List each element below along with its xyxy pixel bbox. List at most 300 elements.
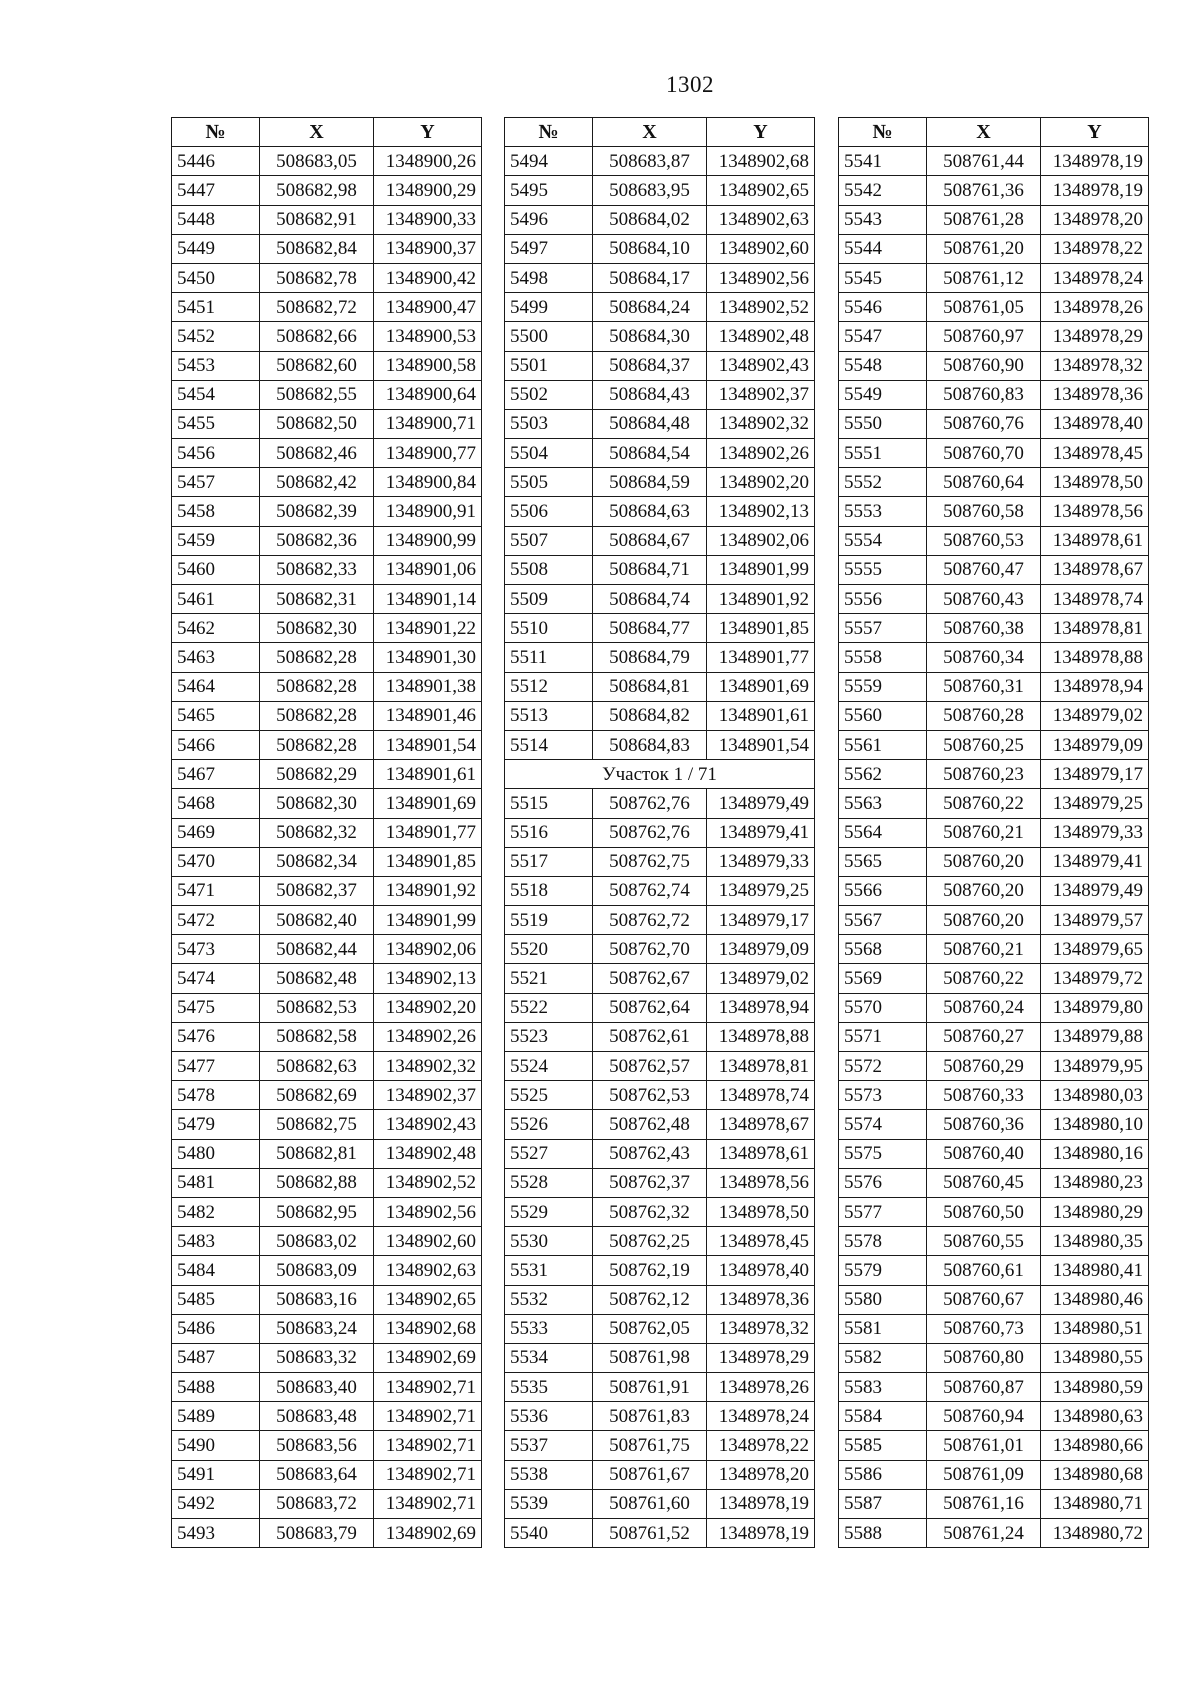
table-row [172,789,482,818]
table-row [505,147,815,176]
point-number-cell: 5572 [839,1052,927,1081]
y-coordinate-cell: 1348902,20 [707,468,815,497]
x-coordinate-cell: 508682,72 [260,293,374,322]
point-number-cell: 5567 [839,906,927,935]
point-number-cell: 5559 [839,672,927,701]
y-coordinate-cell: 1348900,33 [374,205,482,234]
table-row [505,205,815,234]
point-number-cell: 5457 [172,468,260,497]
table-header [505,118,815,147]
point-number-cell: 5449 [172,234,260,263]
y-coordinate-cell: 1348980,72 [1041,1519,1149,1548]
column-header-x: X [927,118,1041,147]
point-number-cell: 5557 [839,614,927,643]
y-coordinate-cell: 1348900,47 [374,293,482,322]
y-coordinate-cell: 1348901,77 [707,643,815,672]
x-coordinate-cell: 508761,83 [593,1402,707,1431]
column-header-y: Y [1041,118,1149,147]
table-row [172,585,482,614]
x-coordinate-cell: 508760,21 [927,818,1041,847]
x-coordinate-cell: 508760,45 [927,1168,1041,1197]
table-row [172,1343,482,1372]
y-coordinate-cell: 1348980,71 [1041,1489,1149,1518]
y-coordinate-cell: 1348979,49 [707,789,815,818]
point-number-cell: 5531 [505,1256,593,1285]
x-coordinate-cell: 508762,25 [593,1227,707,1256]
point-number-cell: 5542 [839,176,927,205]
y-coordinate-cell: 1348900,53 [374,322,482,351]
y-coordinate-cell: 1348901,30 [374,643,482,672]
y-coordinate-cell: 1348978,61 [707,1139,815,1168]
y-coordinate-cell: 1348900,71 [374,409,482,438]
table-row [172,818,482,847]
y-coordinate-cell: 1348902,71 [374,1373,482,1402]
point-number-cell: 5544 [839,234,927,263]
x-coordinate-cell: 508761,75 [593,1431,707,1460]
point-number-cell: 5509 [505,585,593,614]
x-coordinate-cell: 508760,29 [927,1052,1041,1081]
y-coordinate-cell: 1348902,69 [374,1343,482,1372]
table-row [505,1343,815,1372]
x-coordinate-cell: 508760,23 [927,760,1041,789]
table-row [505,351,815,380]
table-row [172,1285,482,1314]
point-number-cell: 5569 [839,964,927,993]
point-number-cell: 5563 [839,789,927,818]
y-coordinate-cell: 1348901,85 [707,614,815,643]
table-row [839,1373,1149,1402]
table-row [172,906,482,935]
table-row [505,1227,815,1256]
y-coordinate-cell: 1348900,84 [374,468,482,497]
y-coordinate-cell: 1348902,69 [374,1519,482,1548]
point-number-cell: 5521 [505,964,593,993]
table-row [839,1489,1149,1518]
point-number-cell: 5548 [839,351,927,380]
point-number-cell: 5514 [505,730,593,759]
table-row [839,818,1149,847]
y-coordinate-cell: 1348900,99 [374,526,482,555]
y-coordinate-cell: 1348901,69 [707,672,815,701]
table-row [839,409,1149,438]
table-row [172,964,482,993]
x-coordinate-cell: 508682,46 [260,439,374,468]
point-number-cell: 5570 [839,993,927,1022]
table-row [172,439,482,468]
point-number-cell: 5448 [172,205,260,234]
table-row [172,643,482,672]
table-row [172,322,482,351]
point-number-cell: 5488 [172,1373,260,1402]
x-coordinate-cell: 508684,59 [593,468,707,497]
x-coordinate-cell: 508760,36 [927,1110,1041,1139]
table-row [839,1110,1149,1139]
x-coordinate-cell: 508682,66 [260,322,374,351]
table-row [839,380,1149,409]
x-coordinate-cell: 508683,95 [593,176,707,205]
table-row [505,585,815,614]
x-coordinate-cell: 508682,28 [260,643,374,672]
y-coordinate-cell: 1348902,71 [374,1402,482,1431]
x-coordinate-cell: 508762,37 [593,1168,707,1197]
point-number-cell: 5494 [505,147,593,176]
point-number-cell: 5580 [839,1285,927,1314]
table-row [839,614,1149,643]
x-coordinate-cell: 508761,24 [927,1519,1041,1548]
point-number-cell: 5495 [505,176,593,205]
x-coordinate-cell: 508761,60 [593,1489,707,1518]
table-row [505,293,815,322]
y-coordinate-cell: 1348978,81 [1041,614,1149,643]
y-coordinate-cell: 1348978,45 [1041,439,1149,468]
x-coordinate-cell: 508682,58 [260,1022,374,1051]
y-coordinate-cell: 1348902,26 [374,1022,482,1051]
table-row [505,1168,815,1197]
x-coordinate-cell: 508682,63 [260,1052,374,1081]
y-coordinate-cell: 1348980,16 [1041,1139,1149,1168]
point-number-cell: 5515 [505,789,593,818]
y-coordinate-cell: 1348900,42 [374,263,482,292]
point-number-cell: 5499 [505,293,593,322]
x-coordinate-cell: 508762,12 [593,1285,707,1314]
point-number-cell: 5456 [172,439,260,468]
y-coordinate-cell: 1348902,56 [374,1197,482,1226]
point-number-cell: 5470 [172,847,260,876]
point-number-cell: 5476 [172,1022,260,1051]
x-coordinate-cell: 508682,81 [260,1139,374,1168]
y-coordinate-cell: 1348901,61 [707,701,815,730]
point-number-cell: 5581 [839,1314,927,1343]
point-number-cell: 5587 [839,1489,927,1518]
x-coordinate-cell: 508684,54 [593,439,707,468]
table-body [839,147,1149,1548]
x-coordinate-cell: 508682,98 [260,176,374,205]
table-row [505,1373,815,1402]
point-number-cell: 5491 [172,1460,260,1489]
point-number-cell: 5480 [172,1139,260,1168]
x-coordinate-cell: 508761,09 [927,1460,1041,1489]
point-number-cell: 5582 [839,1343,927,1372]
y-coordinate-cell: 1348901,06 [374,555,482,584]
table-row [839,1343,1149,1372]
y-coordinate-cell: 1348978,20 [707,1460,815,1489]
point-number-cell: 5455 [172,409,260,438]
table-row [505,1110,815,1139]
point-number-cell: 5550 [839,409,927,438]
table-row [839,1460,1149,1489]
x-coordinate-cell: 508683,87 [593,147,707,176]
table-row [839,1256,1149,1285]
table-row [505,497,815,526]
table-row [172,1110,482,1139]
point-number-cell: 5516 [505,818,593,847]
table-row [172,935,482,964]
point-number-cell: 5536 [505,1402,593,1431]
x-coordinate-cell: 508683,48 [260,1402,374,1431]
y-coordinate-cell: 1348980,51 [1041,1314,1149,1343]
x-coordinate-cell: 508762,64 [593,993,707,1022]
y-coordinate-cell: 1348902,65 [707,176,815,205]
table-row [172,1081,482,1110]
point-number-cell: 5533 [505,1314,593,1343]
point-number-cell: 5529 [505,1197,593,1226]
y-coordinate-cell: 1348902,65 [374,1285,482,1314]
point-number-cell: 5466 [172,730,260,759]
y-coordinate-cell: 1348980,55 [1041,1343,1149,1372]
point-number-cell: 5562 [839,760,927,789]
point-number-cell: 5556 [839,585,927,614]
table-row [839,1431,1149,1460]
table-row [172,1256,482,1285]
x-coordinate-cell: 508761,28 [927,205,1041,234]
y-coordinate-cell: 1348978,50 [1041,468,1149,497]
x-coordinate-cell: 508682,55 [260,380,374,409]
x-coordinate-cell: 508761,01 [927,1431,1041,1460]
point-number-cell: 5471 [172,876,260,905]
table-row [839,1022,1149,1051]
table-row [505,730,815,759]
point-number-cell: 5462 [172,614,260,643]
x-coordinate-cell: 508762,72 [593,906,707,935]
x-coordinate-cell: 508683,05 [260,147,374,176]
table-row [839,322,1149,351]
point-number-cell: 5575 [839,1139,927,1168]
point-number-cell: 5555 [839,555,927,584]
table-row [172,263,482,292]
y-coordinate-cell: 1348978,67 [1041,555,1149,584]
point-number-cell: 5517 [505,847,593,876]
x-coordinate-cell: 508762,19 [593,1256,707,1285]
table-row [172,1431,482,1460]
point-number-cell: 5586 [839,1460,927,1489]
coordinates-table-2 [504,117,815,1548]
point-number-cell: 5539 [505,1489,593,1518]
x-coordinate-cell: 508684,67 [593,526,707,555]
y-coordinate-cell: 1348980,63 [1041,1402,1149,1431]
y-coordinate-cell: 1348978,94 [707,993,815,1022]
y-coordinate-cell: 1348902,56 [707,263,815,292]
x-coordinate-cell: 508760,33 [927,1081,1041,1110]
point-number-cell: 5506 [505,497,593,526]
table-row [839,555,1149,584]
x-coordinate-cell: 508683,09 [260,1256,374,1285]
table-row [172,526,482,555]
table-row [172,293,482,322]
point-number-cell: 5512 [505,672,593,701]
y-coordinate-cell: 1348978,32 [707,1314,815,1343]
table-row [172,993,482,1022]
table-row [505,1285,815,1314]
point-number-cell: 5463 [172,643,260,672]
y-coordinate-cell: 1348978,29 [1041,322,1149,351]
table-row [505,1460,815,1489]
table-row [172,234,482,263]
y-coordinate-cell: 1348979,17 [1041,760,1149,789]
x-coordinate-cell: 508683,24 [260,1314,374,1343]
table-row [839,847,1149,876]
table-row [839,293,1149,322]
point-number-cell: 5467 [172,760,260,789]
x-coordinate-cell: 508682,75 [260,1110,374,1139]
table-row [505,526,815,555]
x-coordinate-cell: 508761,16 [927,1489,1041,1518]
y-coordinate-cell: 1348979,25 [707,876,815,905]
x-coordinate-cell: 508683,79 [260,1519,374,1548]
y-coordinate-cell: 1348978,36 [1041,380,1149,409]
point-number-cell: 5540 [505,1519,593,1548]
point-number-cell: 5576 [839,1168,927,1197]
y-coordinate-cell: 1348902,06 [707,526,815,555]
x-coordinate-cell: 508682,29 [260,760,374,789]
table-row [505,263,815,292]
table-row [172,1519,482,1548]
point-number-cell: 5511 [505,643,593,672]
x-coordinate-cell: 508684,37 [593,351,707,380]
x-coordinate-cell: 508682,34 [260,847,374,876]
x-coordinate-cell: 508760,40 [927,1139,1041,1168]
section-row [505,760,815,789]
x-coordinate-cell: 508684,77 [593,614,707,643]
point-number-cell: 5503 [505,409,593,438]
x-coordinate-cell: 508682,28 [260,701,374,730]
point-number-cell: 5510 [505,614,593,643]
y-coordinate-cell: 1348978,24 [1041,263,1149,292]
x-coordinate-cell: 508683,64 [260,1460,374,1489]
table-row [839,1519,1149,1548]
column-header-y: Y [707,118,815,147]
x-coordinate-cell: 508760,55 [927,1227,1041,1256]
y-coordinate-cell: 1348902,13 [707,497,815,526]
table-row [505,1314,815,1343]
y-coordinate-cell: 1348901,54 [707,730,815,759]
x-coordinate-cell: 508762,76 [593,818,707,847]
point-number-cell: 5537 [505,1431,593,1460]
x-coordinate-cell: 508683,16 [260,1285,374,1314]
y-coordinate-cell: 1348979,02 [1041,701,1149,730]
y-coordinate-cell: 1348902,43 [707,351,815,380]
table-row [172,409,482,438]
point-number-cell: 5483 [172,1227,260,1256]
x-coordinate-cell: 508682,33 [260,555,374,584]
point-number-cell: 5545 [839,263,927,292]
table-row [839,1139,1149,1168]
x-coordinate-cell: 508760,38 [927,614,1041,643]
point-number-cell: 5498 [505,263,593,292]
x-coordinate-cell: 508682,30 [260,614,374,643]
point-number-cell: 5505 [505,468,593,497]
x-coordinate-cell: 508682,30 [260,789,374,818]
table-row [839,176,1149,205]
table-row [839,730,1149,759]
x-coordinate-cell: 508762,61 [593,1022,707,1051]
y-coordinate-cell: 1348980,10 [1041,1110,1149,1139]
table-row [172,760,482,789]
x-coordinate-cell: 508760,31 [927,672,1041,701]
point-number-cell: 5450 [172,263,260,292]
table-row [505,176,815,205]
point-number-cell: 5487 [172,1343,260,1372]
x-coordinate-cell: 508762,43 [593,1139,707,1168]
point-number-cell: 5527 [505,1139,593,1168]
table-row [505,322,815,351]
table-row [172,497,482,526]
table-row [505,1431,815,1460]
table-row [505,789,815,818]
y-coordinate-cell: 1348901,92 [707,585,815,614]
table-row [505,614,815,643]
point-number-cell: 5546 [839,293,927,322]
y-coordinate-cell: 1348901,77 [374,818,482,847]
x-coordinate-cell: 508761,67 [593,1460,707,1489]
x-coordinate-cell: 508762,74 [593,876,707,905]
point-number-cell: 5585 [839,1431,927,1460]
y-coordinate-cell: 1348979,25 [1041,789,1149,818]
y-coordinate-cell: 1348901,54 [374,730,482,759]
table-row [839,234,1149,263]
y-coordinate-cell: 1348980,66 [1041,1431,1149,1460]
y-coordinate-cell: 1348902,63 [374,1256,482,1285]
x-coordinate-cell: 508682,32 [260,818,374,847]
y-coordinate-cell: 1348902,60 [707,234,815,263]
point-number-cell: 5472 [172,906,260,935]
table-row [172,847,482,876]
point-number-cell: 5508 [505,555,593,584]
y-coordinate-cell: 1348980,68 [1041,1460,1149,1489]
section-label: Участок 1 / 71 [505,760,815,789]
x-coordinate-cell: 508684,17 [593,263,707,292]
point-number-cell: 5577 [839,1197,927,1226]
y-coordinate-cell: 1348979,33 [707,847,815,876]
point-number-cell: 5486 [172,1314,260,1343]
y-coordinate-cell: 1348901,92 [374,876,482,905]
point-number-cell: 5568 [839,935,927,964]
y-coordinate-cell: 1348901,46 [374,701,482,730]
x-coordinate-cell: 508762,70 [593,935,707,964]
y-coordinate-cell: 1348978,22 [707,1431,815,1460]
point-number-cell: 5489 [172,1402,260,1431]
y-coordinate-cell: 1348902,26 [707,439,815,468]
y-coordinate-cell: 1348978,56 [1041,497,1149,526]
table-row [839,497,1149,526]
x-coordinate-cell: 508684,10 [593,234,707,263]
x-coordinate-cell: 508684,81 [593,672,707,701]
y-coordinate-cell: 1348901,14 [374,585,482,614]
table-row [505,935,815,964]
x-coordinate-cell: 508684,83 [593,730,707,759]
point-number-cell: 5481 [172,1168,260,1197]
table-row [839,1285,1149,1314]
point-number-cell: 5549 [839,380,927,409]
y-coordinate-cell: 1348902,43 [374,1110,482,1139]
table-row [505,1022,815,1051]
point-number-cell: 5547 [839,322,927,351]
y-coordinate-cell: 1348978,24 [707,1402,815,1431]
point-number-cell: 5541 [839,147,927,176]
point-number-cell: 5579 [839,1256,927,1285]
table-row [505,555,815,584]
x-coordinate-cell: 508682,39 [260,497,374,526]
table-row [172,1227,482,1256]
y-coordinate-cell: 1348978,19 [707,1519,815,1548]
coordinates-table-3 [838,117,1149,1548]
table-row [839,147,1149,176]
point-number-cell: 5518 [505,876,593,905]
y-coordinate-cell: 1348980,35 [1041,1227,1149,1256]
table-row [505,818,815,847]
y-coordinate-cell: 1348902,71 [374,1460,482,1489]
x-coordinate-cell: 508684,82 [593,701,707,730]
point-number-cell: 5446 [172,147,260,176]
